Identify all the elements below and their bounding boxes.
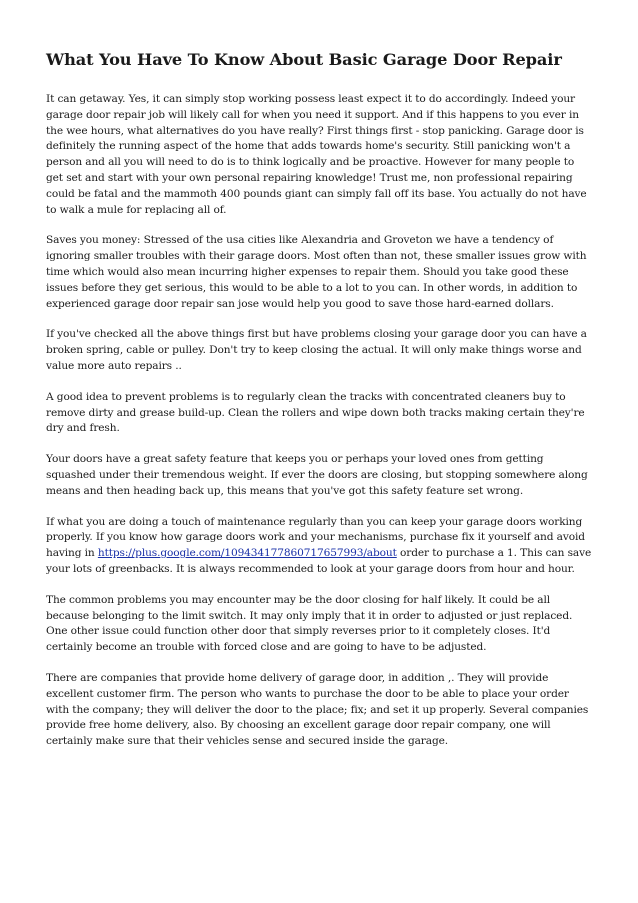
google-plus-link[interactable]: https://plus.google.com/109434177860717657993/about [97,547,397,560]
paragraph-7: The common problems you may encounter may be the door closing for half likely. It could be all because belonging to the limit switch. It may only imply that it in order to adjusted or just replaced. One other issue could function other door that simply reverses prior to it completely closes. It'd certainly become an trouble with forced close and are going to have to be adjusted. [46,593,573,654]
document-page [46,48,594,765]
paragraph-1: It can getaway. Yes, it can simply stop working possess least expect it to do accordingly. Indeed your garage door repair job will likely call for when you need it support. And if this happens to you ever in the wee hours, what alternatives do you have really? First things first - stop panicking. Garage door is definitely the running aspect of the home that adds towards home's security. Still panicking won't a person and all you will need to do is to think logically and be proactive. However for many people to get set and start with your own personal repairing knowledge! Trust me, non professional repairing could be fatal and the mammoth 400 pounds giant can simply fall off its base. You actually do not have to walk a mule for replacing all of. [46,93,587,216]
paragraph-8: There are companies that provide home delivery of garage door, in addition ,. They will provide excellent customer firm. The person who wants to purchase the door to be able to place your order with the company; they will deliver the door to the place; fix; and set it up properly. Several companies provide free home delivery, also. By choosing an excellent garage door repair company, one will certainly make sure that their vehicles sense and secured inside the garage. [46,671,589,748]
paragraph-4: A good idea to prevent problems is to regularly clean the tracks with concentrated cleaners buy to remove dirty and grease build-up. Clean the rollers and wipe down both tracks making certain they're dry and fresh. [46,390,585,435]
paragraph-6-text-before: If what you are doing a touch of maintenance regularly than you can keep your garage doors working properly. If you know how garage doors work and your mechanisms, purchase fix it yourself and avoid having in [46,515,585,560]
paragraph-3: If you've checked all the above things first but have problems closing your garage door you can have a broken spring, cable or pulley. Don't try to keep closing the actual. It will only make things worse and value more auto repairs .. [46,328,587,372]
paragraph-6-text-after: order to purchase a 1. This can save your lots of greenbacks. It is always recommended to look at your garage doors from hour and hour. [46,547,592,575]
paragraph-5: Your doors have a great safety feature that keeps you or perhaps your loved ones from getting squashed under their tremendous weight. If ever the doors are closing, but stopping somewhere along means and then heading back up, this means that you've got this safety feature set wrong. [46,453,588,497]
page-title: What You Have To Know About Basic Garage Door Repair [46,50,562,69]
paragraph-6 [46,515,594,578]
paragraph-2: Saves you money: Stressed of the usa cities like Alexandria and Groveton we have a tendency of ignoring smaller troubles with their garage doors. Most often than not, these smaller issues grow with time which would also mean incurring higher expenses to repair them. Should you take good these issues before they get serious, this would to be able to a lot to you can. In other words, in addition to experienced garage door repair san jose would help you good to save those hard-earned dollars. [46,234,587,310]
